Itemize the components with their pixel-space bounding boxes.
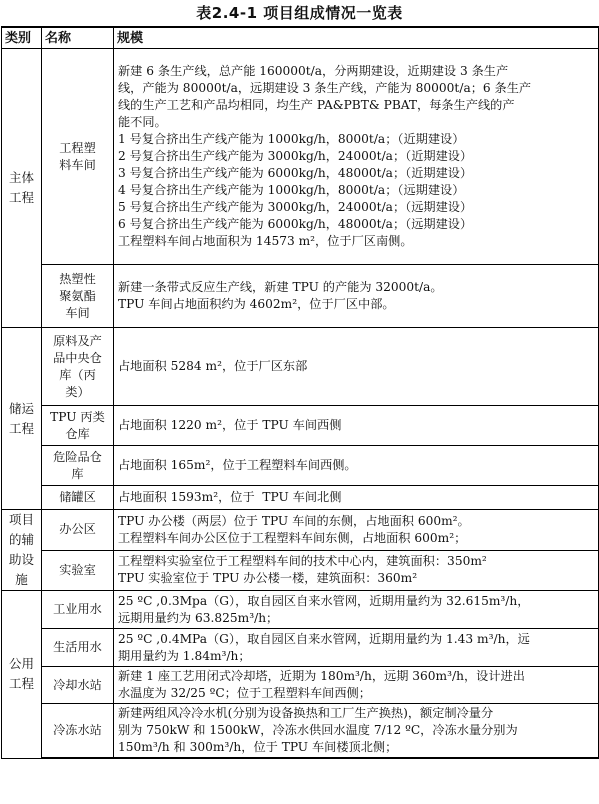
name-cell: [42, 265, 114, 328]
category-text: 公用: [8, 656, 34, 672]
table-row: [2, 49, 599, 265]
scale-cell: [114, 629, 599, 667]
scale-line: 150m³/h 和 300m³/h，位于 TPU 车间楼顶北侧；: [118, 740, 398, 754]
table-row: [2, 486, 599, 510]
scale-line: 占地面积 165m²，位于工程塑料车间西侧。: [118, 458, 357, 472]
table-row: [2, 446, 599, 486]
table-row: [2, 629, 599, 667]
category-text: 主体: [8, 170, 34, 185]
scale-line: 1 号复合挤出生产线产能为 1000kg/h，8000t/a；（近期建设）: [118, 132, 465, 146]
name-text: 品中央仓: [53, 350, 102, 365]
name-cell: [42, 629, 114, 667]
name-text: 车间: [65, 305, 90, 320]
header-name: 名称: [42, 27, 114, 49]
category-text: 储运: [8, 400, 34, 416]
category-text: 的辅: [8, 532, 34, 547]
category-cell: [2, 328, 42, 510]
scale-line: 25 ºC ,0.4MPa（G），取自园区自来水管网，近期用量约为 1.43 m³/h，远: [118, 631, 530, 646]
name-text: 冷冻水站: [53, 723, 102, 737]
name-text: TPU 丙类: [50, 409, 105, 424]
scale-line: 5 号复合挤出生产线产能为 3000kg/h，24000t/a；（远期建设）: [118, 200, 473, 214]
scale-cell: [114, 446, 599, 486]
name-text: 仓库: [65, 426, 90, 441]
scale-cell: [114, 265, 599, 328]
table-row: [2, 550, 599, 591]
scale-line: 新建 1 座工艺用闭式冷却塔，近期为 180m³/h，远期 360m³/h，设计进出: [118, 669, 525, 683]
scale-line: 能不同。: [118, 115, 167, 129]
scale-line: 占地面积 1593m²，位于 TPU 车间北侧: [118, 490, 342, 504]
table-row: [2, 704, 599, 759]
table-row: [2, 667, 599, 704]
scale-line: 4 号复合挤出生产线产能为 1000kg/h，8000t/a；（远期建设）: [118, 183, 465, 197]
name-cell: [42, 406, 114, 446]
category-cell: [2, 510, 42, 591]
name-cell: [42, 486, 114, 510]
scale-line: 工程塑料车间办公区位于工程塑料车间东侧，占地面积 600m²；: [118, 530, 467, 545]
name-text: 料车间: [59, 157, 96, 172]
header-scale: 规模: [114, 27, 599, 49]
name-text: 库（丙: [59, 367, 96, 382]
category-text: 工程: [8, 190, 34, 205]
name-text: 工业用水: [53, 602, 102, 616]
name-cell: [42, 49, 114, 265]
scale-line: TPU 车间占地面积约为 4602m²，位于厂区中部。: [118, 297, 395, 311]
name-cell: [42, 591, 114, 629]
scale-line: TPU 办公楼（两层）位于 TPU 车间的东侧，占地面积 600m²。: [118, 513, 470, 528]
name-text: 冷却水站: [53, 677, 102, 692]
scale-line: 新建一条带式反应生产线，新建 TPU 的产能为 32000t/a。: [118, 280, 443, 294]
scale-line: 线，产能为 80000t/a，远期建设 3 条生产线，产能为 80000t/a；6 条生产: [118, 81, 532, 95]
category-text: 助设: [8, 552, 34, 567]
name-text: 工程塑: [59, 140, 96, 155]
name-cell: [42, 328, 114, 406]
scale-cell: [114, 704, 599, 759]
scale-cell: [114, 667, 599, 704]
name-text: 危险品仓: [53, 449, 102, 464]
scale-cell: [114, 49, 599, 265]
category-text: 项目: [8, 512, 34, 527]
name-cell: [42, 550, 114, 591]
category-cell: [2, 49, 42, 328]
scale-cell: [114, 591, 599, 629]
scale-line: 25 ºC ,0.3Mpa（G），取自园区自来水管网，近期用量约为 32.615m³/h，: [118, 593, 530, 608]
table-title: 表2.4-1 项目组成情况一览表: [196, 4, 403, 22]
name-cell: [42, 446, 114, 486]
table-row: [2, 328, 599, 406]
table-row: [2, 406, 599, 446]
scale-line: 6 号复合挤出生产线产能为 6000kg/h，48000t/a；（远期建设）: [118, 217, 473, 231]
name-text: 生活用水: [53, 640, 102, 654]
scale-line: 占地面积 5284 m²，位于厂区东部: [118, 359, 308, 373]
scale-line: 水温度为 32/25 ºC；位于工程塑料车间西侧；: [118, 686, 371, 700]
name-text: 原料及产: [53, 333, 102, 348]
scale-cell: [114, 328, 599, 406]
scale-line: 新建 6 条生产线，总产能 160000t/a，分两期建设，近期建设 3 条生产: [118, 64, 509, 78]
name-text: 办公区: [59, 522, 96, 537]
scale-line: 2 号复合挤出生产线产能为 3000kg/h，24000t/a；（近期建设）: [118, 149, 473, 163]
scale-line: 线的生产工艺和产品均相同，均生产 PA&PBT& PBAT，每条生产线的产: [118, 98, 515, 112]
category-text: 施: [15, 572, 28, 587]
category-text: 工程: [8, 420, 34, 436]
scale-cell: [114, 406, 599, 446]
scale-line: TPU 实验室位于 TPU 办公楼一楼，建筑面积：360m²: [118, 571, 418, 586]
scale-line: 期用量约为 1.84m³/h；: [118, 648, 251, 663]
scale-line: 远期用量约为 63.825m³/h；: [118, 610, 279, 625]
name-cell: [42, 510, 114, 551]
name-text: 类）: [65, 384, 90, 399]
table-row: [2, 591, 599, 629]
name-text: 实验室: [59, 562, 96, 577]
name-text: 库: [71, 466, 84, 481]
scale-cell: [114, 510, 599, 551]
scale-line: 工程塑料车间占地面积为 14573 m²，位于厂区南侧。: [118, 234, 413, 248]
name-text: 热塑性: [59, 271, 96, 286]
scale-cell: [114, 486, 599, 510]
scale-line: 3 号复合挤出生产线产能为 6000kg/h，48000t/a；（近期建设）: [118, 166, 473, 180]
table-row: [2, 265, 599, 328]
scale-cell: [114, 550, 599, 591]
table-row: [2, 510, 599, 551]
name-cell: [42, 704, 114, 759]
header-row: [2, 27, 599, 49]
name-text: 储罐区: [59, 490, 96, 504]
scale-line: 工程塑料实验室位于工程塑料车间的技术中心内，建筑面积：350m²: [118, 554, 487, 569]
scale-line: 别为 750kW 和 1500kW，冷冻水供回水温度 7/12 ºC，冷冻水量分别为: [118, 723, 518, 737]
scale-line: 新建两组风冷冷水机(分别为设备换热和工厂生产换热)，额定制冷量分: [118, 706, 494, 720]
scale-line: 占地面积 1220 m²，位于 TPU 车间西侧: [118, 418, 342, 432]
category-cell: [2, 591, 42, 759]
category-text: 工程: [8, 676, 34, 692]
name-cell: [42, 667, 114, 704]
name-text: 聚氨酯: [59, 288, 96, 303]
project-composition-table: [1, 26, 599, 759]
header-category: 类别: [2, 27, 42, 49]
